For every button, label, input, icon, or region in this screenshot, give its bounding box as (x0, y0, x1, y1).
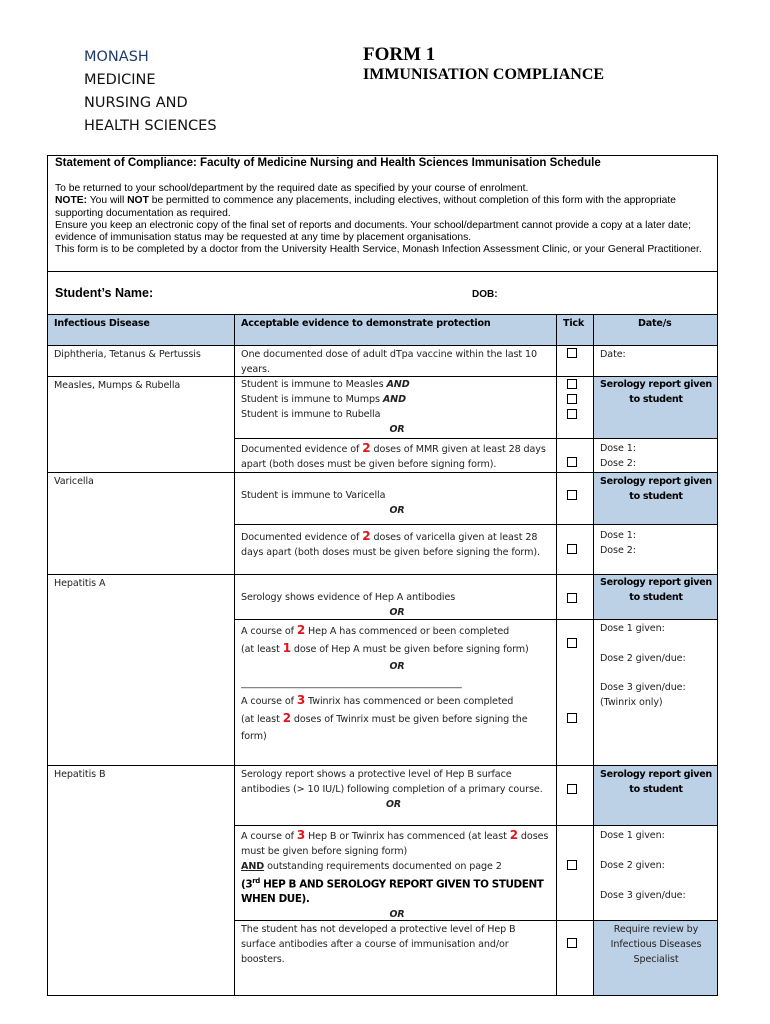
varicella-immune-text: Student is immune to Varicella (241, 490, 386, 501)
disease-dtp: Diphtheria, Tetanus & Pertussis (54, 349, 201, 360)
varicella-immune (241, 488, 553, 518)
header-tick: Tick (563, 318, 585, 329)
divider (47, 314, 718, 315)
course-count: 2 (296, 623, 306, 637)
logo-line-4: HEALTH SCIENCES (84, 118, 217, 134)
hepb-and-line (241, 859, 553, 874)
divider (234, 438, 718, 439)
or-label: OR (389, 661, 405, 672)
hepa-twinrix-atleast-line (241, 710, 553, 745)
varicella-immune-tick-checkbox[interactable] (567, 490, 577, 500)
form-number: FORM 1 (363, 44, 436, 65)
divider (556, 314, 557, 996)
logo-line-2: MEDICINE (84, 72, 156, 88)
divider (47, 472, 718, 473)
or-label: OR (389, 607, 405, 618)
text: (at least (241, 714, 283, 725)
statement-line-4: This form is to be completed by a doctor from the University Health Service, Monash Infection Assessment Clinic, or your General Practitioner. (55, 244, 702, 256)
or-label: OR (389, 505, 405, 516)
dose-count: 2 (362, 441, 371, 455)
hepb-dose1-label: Dose 1 given: (600, 830, 665, 841)
varicella-doses-tick-checkbox[interactable] (567, 544, 577, 554)
logo-line-1: MONASH (84, 49, 149, 65)
separator-line: _______________________________________________ (241, 678, 462, 689)
or-label: OR (386, 799, 401, 810)
hepa-serology (241, 590, 553, 620)
text: A course of (241, 626, 297, 637)
hepa-serology-text: Serology shows evidence of Hep A antibodies (241, 592, 456, 603)
hepa-twinrix-only: (Twinrix only) (600, 697, 663, 708)
text: Twinrix has commenced or been completed (305, 696, 514, 707)
divider (47, 345, 718, 346)
header-infectious-disease: Infectious Disease (54, 318, 150, 329)
statement-line-1: To be returned to your school/department by the required date as specified by your course of enrolment. (55, 183, 529, 194)
hepa-dose1-label: Dose 1 given: (600, 623, 665, 634)
mmr-immune-list (241, 377, 553, 437)
disease-hepa: Hepatitis A (54, 578, 106, 589)
varicella-dose1-label: Dose 1: (600, 530, 636, 541)
text: A course of (241, 831, 297, 842)
hepb-dose2-label: Dose 2 given: (600, 860, 665, 871)
hepa-course-line (241, 622, 553, 640)
varicella-serology-given: Serology report given to student (600, 476, 712, 502)
text: Documented evidence of (241, 444, 363, 455)
note-label: NOTE: (55, 195, 88, 207)
hepa-twinrix-tick-checkbox[interactable] (567, 713, 577, 723)
mmr-dose2-label: Dose 2: (600, 458, 636, 469)
disease-varicella: Varicella (54, 476, 94, 487)
course-count: 3 (296, 828, 306, 842)
hepa-course-tick-checkbox[interactable] (567, 638, 577, 648)
text: outstanding requirements documented on page 2 (264, 861, 502, 872)
text: A course of (241, 696, 297, 707)
hepb-course-line (241, 828, 553, 859)
hepb-third-dose-note (241, 874, 553, 907)
note-text-b: be permitted to commence any placements, including electives, without completion of this form with the appropriate supporting documentation as required. (55, 195, 676, 219)
mmr-documented-doses (241, 441, 553, 472)
and-label: AND (382, 394, 406, 405)
dose-count: 2 (362, 529, 371, 543)
hepb-review-tick-checkbox[interactable] (567, 938, 577, 948)
mmr-immune-mumps (241, 392, 553, 407)
mmr-serology-given: Serology report given to student (600, 379, 712, 405)
measles-tick-checkbox[interactable] (567, 379, 577, 389)
statement-text (55, 183, 715, 257)
dose-count: 2 (282, 711, 291, 725)
hepa-serology-given: Serology report given to student (600, 577, 712, 603)
hepb-course (241, 828, 553, 922)
student-name-label: Student’s Name: (55, 286, 154, 300)
divider (47, 271, 718, 272)
hepb-serology (241, 767, 546, 812)
dob-label: DOB: (472, 289, 498, 300)
hepa-course (241, 622, 553, 745)
hepb-dose3-label: Dose 3 given/due: (600, 890, 686, 901)
mmr-immune-rubella: Student is immune to Rubella (241, 409, 381, 420)
rubella-tick-checkbox[interactable] (567, 409, 577, 419)
statement-line-3: Ensure you keep an electronic copy of the final set of reports and documents. Your school/department cannot provide a copy at a later date; evidence of immunisation status may be requested at any time by placement organisations. (55, 219, 691, 244)
measles-text: Student is immune to Measles (241, 379, 387, 390)
divider (234, 825, 718, 826)
hepb-serology-given: Serology report given to student (600, 769, 712, 795)
divider (593, 314, 594, 996)
text: (at least (241, 644, 283, 655)
hepb-review-text: Require review by Infectious Diseases Specialist (610, 924, 702, 965)
mmr-dose1-label: Dose 1: (600, 443, 636, 454)
text: Hep A has commenced or been completed (305, 626, 510, 637)
text: dose of Hep A must be given before signing form) (290, 644, 529, 655)
text: doses of Twinrix must be given before signing the form) (241, 714, 528, 742)
text: (3 (241, 878, 253, 891)
and-label: AND (241, 861, 265, 872)
mumps-text: Student is immune to Mumps (241, 394, 383, 405)
dtp-evidence: One documented dose of adult dTpa vaccine within the last 10 years. (241, 349, 538, 375)
divider (47, 765, 718, 766)
divider (234, 314, 235, 996)
note-not: NOT (127, 195, 149, 207)
form-title: IMMUNISATION COMPLIANCE (363, 66, 605, 83)
superscript: rd (252, 877, 260, 885)
dose-count: 1 (282, 641, 291, 655)
or-label: OR (389, 424, 405, 435)
divider (234, 524, 718, 525)
dose-count: 2 (509, 828, 518, 842)
note-text-a: You will (87, 195, 128, 207)
hepa-dose3-label: Dose 3 given/due: (600, 682, 686, 693)
hepa-twinrix-line (241, 692, 553, 710)
hepa-serology-tick-checkbox[interactable] (567, 593, 577, 603)
disease-mmr: Measles, Mumps & Rubella (54, 380, 181, 391)
header-dates: Date/s (638, 318, 672, 329)
course-count: 3 (296, 693, 306, 707)
hepb-serology-tick-checkbox[interactable] (567, 784, 577, 794)
hepa-atleast-line (241, 640, 553, 658)
varicella-dose2-label: Dose 2: (600, 545, 636, 556)
dtp-tick-checkbox[interactable] (567, 348, 577, 358)
text: doses must be given before signing form) (241, 831, 549, 857)
varicella-documented-doses (241, 529, 553, 560)
text: Hep B or Twinrix has commenced (at least (305, 831, 510, 842)
hepb-not-protective: The student has not developed a protective level of Hep B surface antibodies after a course of immunisation and/or boosters. (241, 924, 516, 965)
text: doses of MMR given at least 28 days apart (both doses must be given before signing form). (241, 444, 546, 470)
monash-logo (84, 46, 217, 138)
mmr-immune-measles (241, 377, 553, 392)
mmr-doses-tick-checkbox[interactable] (567, 457, 577, 467)
disease-hepb: Hepatitis B (54, 769, 106, 780)
header-evidence: Acceptable evidence to demonstrate protection (241, 318, 491, 329)
or-label: OR (389, 909, 405, 921)
text: doses of varicella given at least 28 days apart (both doses must be given before signing the form). (241, 532, 540, 558)
logo-line-3: NURSING AND (84, 95, 188, 111)
hepb-course-tick-checkbox[interactable] (567, 860, 577, 870)
mumps-tick-checkbox[interactable] (567, 394, 577, 404)
hepb-serology-text: Serology report shows a protective level of Hep B surface antibodies (> 10 IU/L) following completion of a primary course. (241, 769, 543, 795)
hepa-dose2-label: Dose 2 given/due: (600, 653, 686, 664)
text: Documented evidence of (241, 532, 363, 543)
text: HEP B AND SEROLOGY REPORT GIVEN TO STUDENT WHEN DUE). (241, 878, 544, 906)
statement-note (55, 195, 715, 220)
dtp-date-label: Date: (600, 349, 626, 360)
statement-title: Statement of Compliance: Faculty of Medicine Nursing and Health Sciences Immunisation Schedule (55, 157, 601, 169)
and-label: AND (386, 379, 410, 390)
